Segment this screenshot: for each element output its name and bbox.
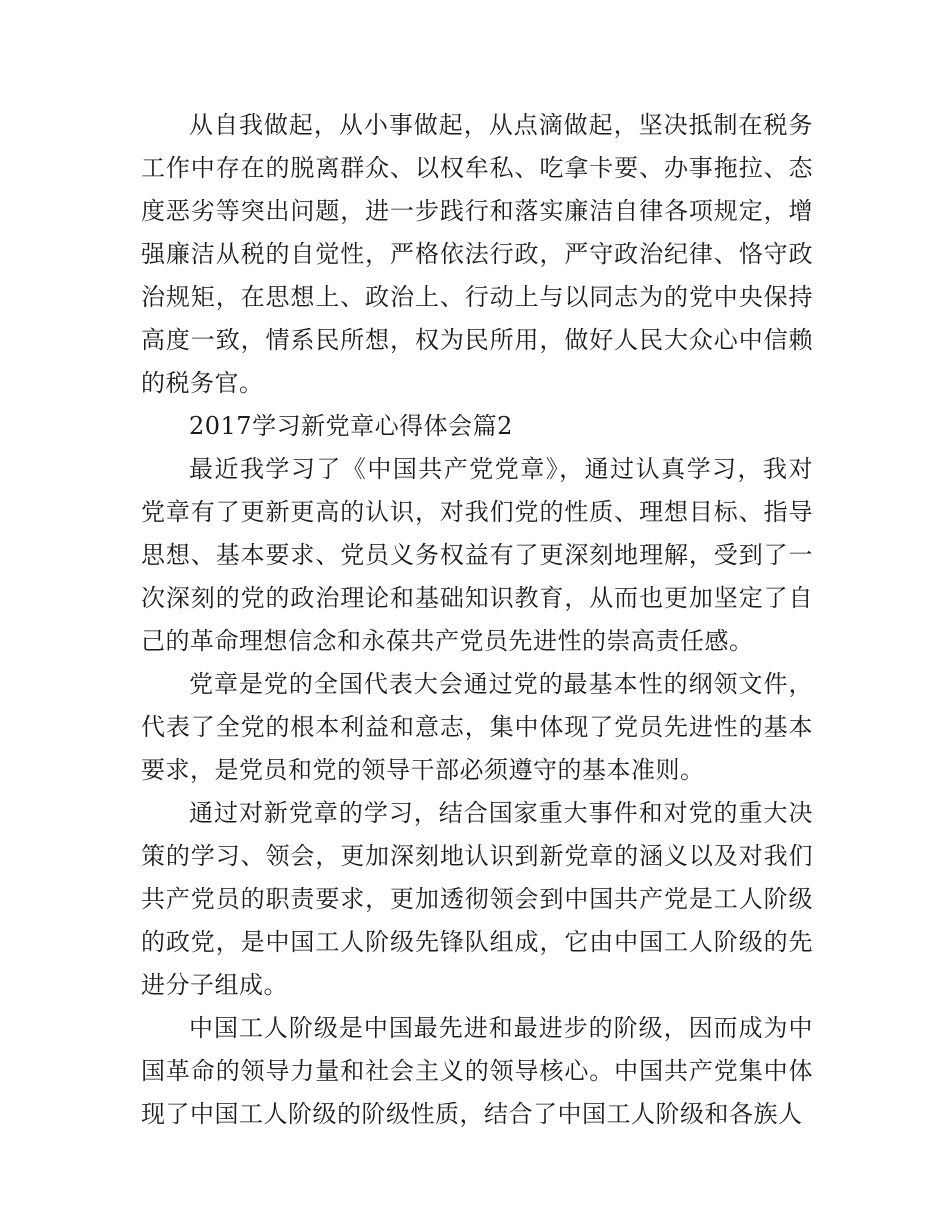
paragraph-4: 通过对新党章的学习，结合国家重大事件和对党的重大决策的学习、领会，更加深刻地认识到新党章的涵义以及对我们共产党员的职责要求，更加透彻领会到中国共产党是工人阶级的政党，是中国工人阶级先锋队组成，它由中国工人阶级的先进分子组成。 [141, 799, 813, 999]
document-body [141, 104, 813, 1136]
paragraph-3: 党章是党的全国代表大会通过党的最基本性的纲领文件，代表了全党的根本利益和意志，集中体现了党员先进性的基本要求，是党员和党的领导干部必须遵守的基本准则。 [141, 670, 813, 784]
section-heading: 2017学习新党章心得体会篇2 [189, 412, 513, 440]
paragraph-1: 从自我做起，从小事做起，从点滴做起，坚决抵制在税务工作中存在的脱离群众、以权牟私、吃拿卡要、办事拖拉、态度恶劣等突出问题，进一步践行和落实廉洁自律各项规定，增强廉洁从税的自觉性，严格依法行政，严守政治纪律、恪守政治规矩，在思想上、政治上、行动上与以同志为的党中央保持高度一致，情系民所想，权为民所用，做好人民大众心中信赖的税务官。 [141, 111, 813, 397]
paragraph-5: 中国工人阶级是中国最先进和最进步的阶级，因而成为中国革命的领导力量和社会主义的领导核心。中国共产党集中体现了中国工人阶级的阶级性质，结合了中国工人阶级和各族人 [141, 1014, 813, 1128]
paragraph-2: 最近我学习了《中国共产党党章》，通过认真学习，我对党章有了更新更高的认识，对我们党的性质、理想目标、指导思想、基本要求、党员义务权益有了更深刻地理解，受到了一次深刻的党的政治理论和基础知识教育，从而也更加坚定了自己的革命理想信念和永葆共产党员先进性的崇高责任感。 [141, 455, 813, 655]
